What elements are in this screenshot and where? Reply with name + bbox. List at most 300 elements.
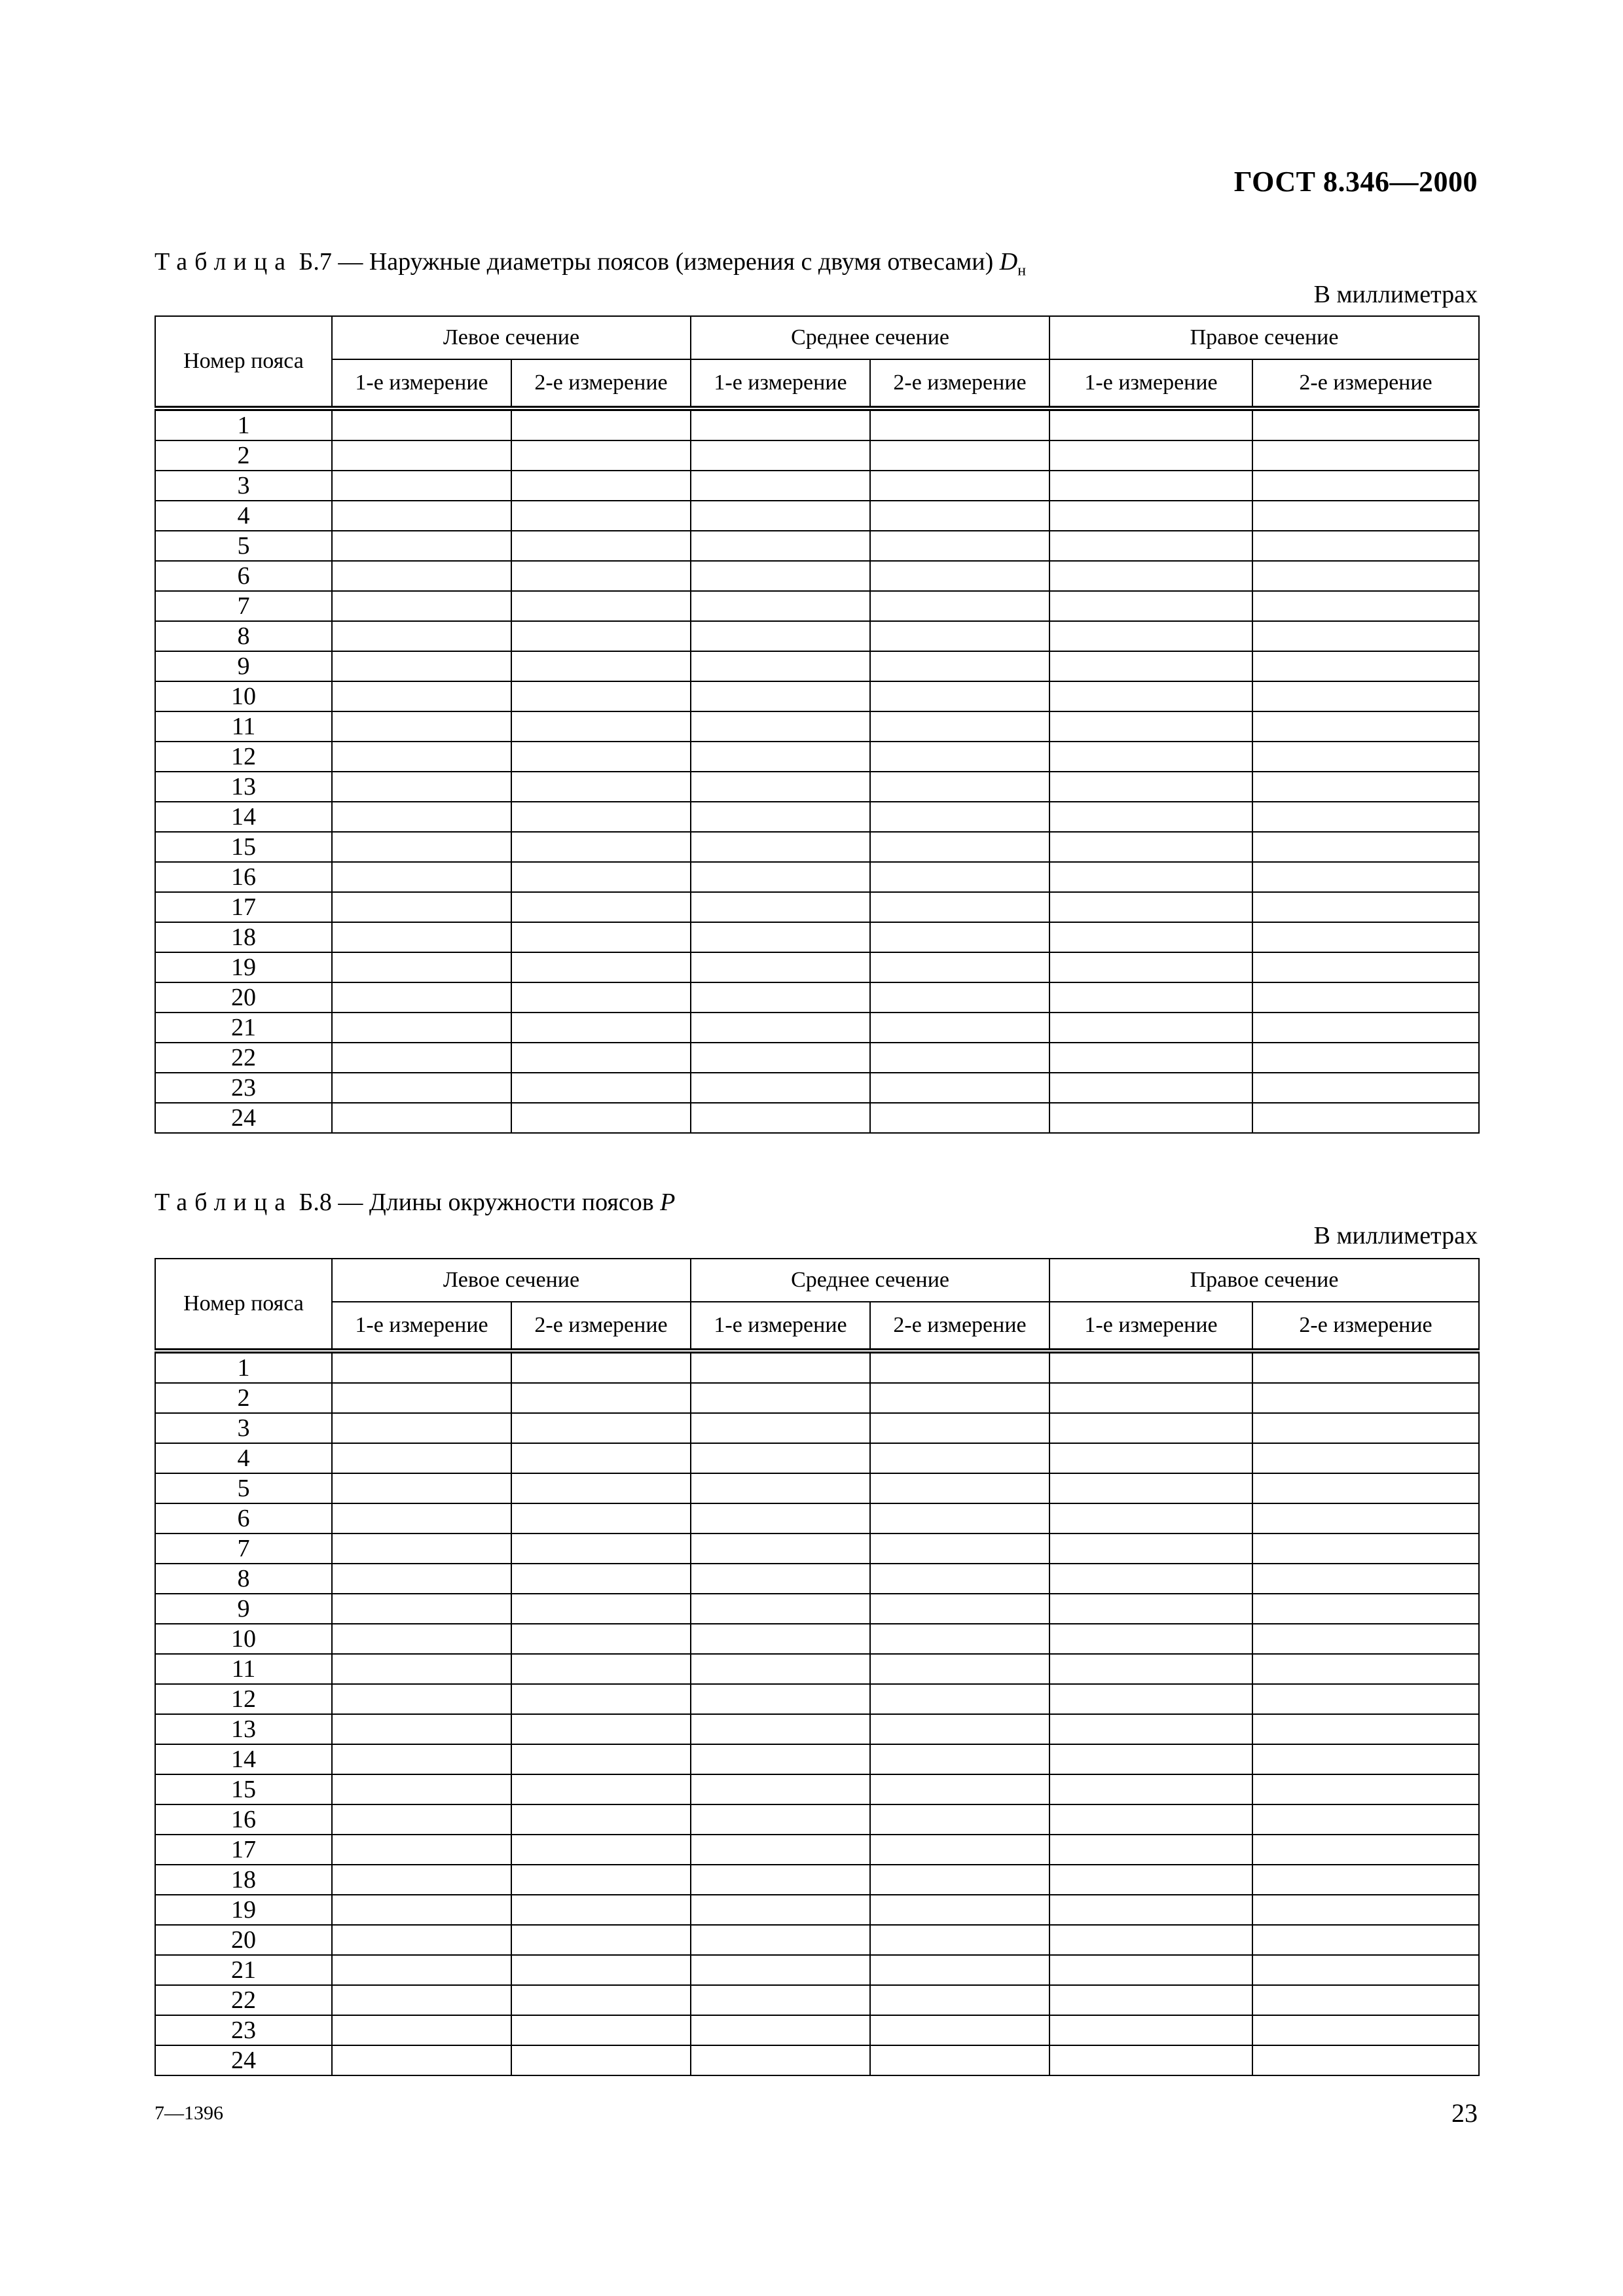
measurement-cell bbox=[511, 591, 691, 621]
table-row bbox=[155, 1925, 1479, 1955]
measurement-cell bbox=[870, 1835, 1049, 1865]
table-row bbox=[155, 952, 1479, 982]
zone-number-cell: 19 bbox=[155, 1895, 332, 1925]
measurement-cell bbox=[870, 561, 1049, 591]
measurement-cell bbox=[332, 922, 511, 952]
measurement-cell bbox=[332, 1413, 511, 1443]
measurement-cell bbox=[870, 1473, 1049, 1503]
measurement-cell bbox=[1252, 1654, 1479, 1684]
header-measurement: 2-е измерение bbox=[870, 1302, 1049, 1351]
zone-number-cell: 14 bbox=[155, 1744, 332, 1774]
table-row bbox=[155, 651, 1479, 681]
measurement-cell bbox=[1049, 1103, 1252, 1133]
measurement-cell bbox=[1049, 1654, 1252, 1684]
measurement-cell bbox=[1049, 2045, 1252, 2075]
table-row bbox=[155, 711, 1479, 742]
measurement-cell bbox=[1049, 1503, 1252, 1534]
measurement-cell bbox=[870, 1985, 1049, 2015]
table-b8-caption bbox=[155, 1188, 675, 1217]
measurement-cell bbox=[1049, 922, 1252, 952]
measurement-cell bbox=[1252, 772, 1479, 802]
header-group: Среднее сечение bbox=[691, 316, 1049, 359]
measurement-cell bbox=[511, 1744, 691, 1774]
measurement-cell bbox=[511, 1503, 691, 1534]
measurement-cell bbox=[511, 772, 691, 802]
measurement-cell bbox=[691, 591, 870, 621]
measurement-cell bbox=[332, 1013, 511, 1043]
zone-number-cell: 13 bbox=[155, 772, 332, 802]
measurement-cell bbox=[511, 1684, 691, 1714]
table-row bbox=[155, 982, 1479, 1013]
measurement-cell bbox=[1049, 1013, 1252, 1043]
measurement-cell bbox=[511, 832, 691, 862]
measurement-cell bbox=[1252, 1564, 1479, 1594]
table-row bbox=[155, 2045, 1479, 2075]
measurement-cell bbox=[1252, 1534, 1479, 1564]
measurement-cell bbox=[1049, 1473, 1252, 1503]
measurement-cell bbox=[1252, 1103, 1479, 1133]
measurement-cell bbox=[1049, 802, 1252, 832]
measurement-cell bbox=[332, 1714, 511, 1744]
measurement-cell bbox=[1252, 982, 1479, 1013]
measurement-cell bbox=[691, 2045, 870, 2075]
footer-code: 7—1396 bbox=[155, 2102, 223, 2124]
zone-number-cell: 22 bbox=[155, 1985, 332, 2015]
measurement-cell bbox=[332, 1383, 511, 1413]
table-row bbox=[155, 1684, 1479, 1714]
measurement-cell bbox=[511, 1895, 691, 1925]
measurement-cell bbox=[870, 711, 1049, 742]
zone-number-cell: 24 bbox=[155, 2045, 332, 2075]
zone-number-cell: 6 bbox=[155, 561, 332, 591]
header-group: Среднее сечение bbox=[691, 1259, 1049, 1302]
measurement-cell bbox=[691, 742, 870, 772]
zone-number-cell: 16 bbox=[155, 1804, 332, 1835]
measurement-cell bbox=[511, 1865, 691, 1895]
measurement-cell bbox=[1252, 742, 1479, 772]
measurement-cell bbox=[1049, 742, 1252, 772]
measurement-cell bbox=[1049, 892, 1252, 922]
measurement-cell bbox=[1252, 892, 1479, 922]
page-number: 23 bbox=[1451, 2098, 1478, 2128]
measurement-cell bbox=[691, 711, 870, 742]
zone-number-cell: 18 bbox=[155, 1865, 332, 1895]
table-row bbox=[155, 1654, 1479, 1684]
measurement-cell bbox=[870, 1564, 1049, 1594]
measurement-cell bbox=[870, 1865, 1049, 1895]
table-row bbox=[155, 440, 1479, 471]
measurement-cell bbox=[870, 471, 1049, 501]
measurement-cell bbox=[691, 1744, 870, 1774]
measurement-cell bbox=[870, 1503, 1049, 1534]
measurement-cell bbox=[691, 1534, 870, 1564]
measurement-cell bbox=[511, 1043, 691, 1073]
measurement-cell bbox=[870, 952, 1049, 982]
measurement-cell bbox=[332, 1804, 511, 1835]
measurement-cell bbox=[691, 1835, 870, 1865]
table-row bbox=[155, 802, 1479, 832]
caption-word: Таблица bbox=[155, 1189, 293, 1216]
measurement-cell bbox=[1049, 1684, 1252, 1714]
measurement-cell bbox=[332, 591, 511, 621]
zone-number-cell: 18 bbox=[155, 922, 332, 952]
measurement-cell bbox=[1252, 952, 1479, 982]
measurement-cell bbox=[870, 802, 1049, 832]
measurement-cell bbox=[1049, 1955, 1252, 1985]
measurement-cell bbox=[1252, 1413, 1479, 1443]
measurement-cell bbox=[691, 1351, 870, 1383]
measurement-cell bbox=[691, 1925, 870, 1955]
table-row bbox=[155, 1955, 1479, 1985]
table-row bbox=[155, 591, 1479, 621]
measurement-cell bbox=[870, 440, 1049, 471]
zone-number-cell: 8 bbox=[155, 621, 332, 651]
measurement-cell bbox=[332, 1473, 511, 1503]
measurement-cell bbox=[870, 742, 1049, 772]
measurement-cell bbox=[1252, 1624, 1479, 1654]
caption-text: Б.8 — Длины окружности поясов bbox=[299, 1189, 654, 1216]
table-row bbox=[155, 1564, 1479, 1594]
measurement-cell bbox=[1252, 1503, 1479, 1534]
measurement-cell bbox=[691, 802, 870, 832]
measurement-cell bbox=[1252, 1594, 1479, 1624]
measurement-cell bbox=[870, 1925, 1049, 1955]
measurement-cell bbox=[332, 952, 511, 982]
header-zone-number: Номер пояса bbox=[155, 1259, 332, 1351]
measurement-cell bbox=[691, 1895, 870, 1925]
measurement-cell bbox=[691, 862, 870, 892]
measurement-cell bbox=[332, 1443, 511, 1473]
measurement-cell bbox=[691, 1503, 870, 1534]
header-measurement: 1-е измерение bbox=[332, 1302, 511, 1351]
zone-number-cell: 1 bbox=[155, 408, 332, 440]
measurement-cell bbox=[1252, 2015, 1479, 2045]
header-measurement: 1-е измерение bbox=[1049, 359, 1252, 408]
measurement-cell bbox=[511, 1413, 691, 1443]
measurement-cell bbox=[691, 1955, 870, 1985]
measurement-cell bbox=[691, 1043, 870, 1073]
table-row bbox=[155, 1835, 1479, 1865]
header-measurement: 1-е измерение bbox=[332, 359, 511, 408]
measurement-cell bbox=[1252, 408, 1479, 440]
measurement-cell bbox=[511, 408, 691, 440]
caption-word: Таблица bbox=[155, 248, 293, 276]
measurement-cell bbox=[1252, 591, 1479, 621]
measurement-cell bbox=[691, 1473, 870, 1503]
measurement-cell bbox=[870, 1744, 1049, 1774]
measurement-cell bbox=[511, 501, 691, 531]
table-row bbox=[155, 772, 1479, 802]
document-code: ГОСТ 8.346—2000 bbox=[1233, 166, 1478, 198]
measurement-cell bbox=[511, 1985, 691, 2015]
measurement-cell bbox=[1252, 1744, 1479, 1774]
measurement-cell bbox=[691, 1443, 870, 1473]
measurement-cell bbox=[511, 982, 691, 1013]
measurement-cell bbox=[511, 1073, 691, 1103]
measurement-cell bbox=[511, 561, 691, 591]
measurement-cell bbox=[332, 742, 511, 772]
measurement-cell bbox=[1049, 591, 1252, 621]
measurement-cell bbox=[511, 1804, 691, 1835]
measurement-cell bbox=[511, 922, 691, 952]
measurement-cell bbox=[332, 1774, 511, 1804]
measurement-cell bbox=[511, 802, 691, 832]
table-row bbox=[155, 1895, 1479, 1925]
measurement-cell bbox=[1049, 2015, 1252, 2045]
measurement-cell bbox=[870, 772, 1049, 802]
measurement-cell bbox=[691, 1865, 870, 1895]
caption-symbol: D bbox=[999, 248, 1018, 276]
table-row bbox=[155, 621, 1479, 651]
zone-number-cell: 2 bbox=[155, 1383, 332, 1413]
measurement-cell bbox=[332, 1564, 511, 1594]
measurement-cell bbox=[870, 1684, 1049, 1714]
measurement-cell bbox=[1252, 471, 1479, 501]
measurement-cell bbox=[691, 832, 870, 862]
measurement-cell bbox=[870, 591, 1049, 621]
zone-number-cell: 19 bbox=[155, 952, 332, 982]
measurement-cell bbox=[332, 982, 511, 1013]
measurement-cell bbox=[870, 1594, 1049, 1624]
measurement-cell bbox=[511, 2045, 691, 2075]
measurement-cell bbox=[1252, 1835, 1479, 1865]
measurement-cell bbox=[332, 802, 511, 832]
measurement-cell bbox=[691, 1684, 870, 1714]
measurement-cell bbox=[332, 892, 511, 922]
measurement-cell bbox=[691, 440, 870, 471]
measurement-cell bbox=[511, 531, 691, 561]
measurement-cell bbox=[691, 408, 870, 440]
table-row bbox=[155, 1714, 1479, 1744]
measurement-cell bbox=[511, 1714, 691, 1744]
caption-text: Б.7 — Наружные диаметры поясов (измерения с двумя отвесами) bbox=[299, 248, 994, 276]
measurement-cell bbox=[1049, 1043, 1252, 1073]
zone-number-cell: 24 bbox=[155, 1103, 332, 1133]
measurement-cell bbox=[691, 471, 870, 501]
measurement-cell bbox=[1049, 1594, 1252, 1624]
table-row bbox=[155, 408, 1479, 440]
table-row bbox=[155, 1103, 1479, 1133]
measurement-cell bbox=[691, 1413, 870, 1443]
measurement-cell bbox=[870, 1073, 1049, 1103]
zone-number-cell: 20 bbox=[155, 1925, 332, 1955]
measurement-cell bbox=[1049, 1804, 1252, 1835]
measurement-cell bbox=[691, 922, 870, 952]
measurement-cell bbox=[511, 1564, 691, 1594]
measurement-cell bbox=[1049, 531, 1252, 561]
measurement-cell bbox=[1049, 1383, 1252, 1413]
measurement-cell bbox=[1049, 1985, 1252, 2015]
measurement-cell bbox=[332, 2045, 511, 2075]
measurement-cell bbox=[870, 651, 1049, 681]
table-row bbox=[155, 2015, 1479, 2045]
table-row bbox=[155, 892, 1479, 922]
header-measurement: 1-е измерение bbox=[1049, 1302, 1252, 1351]
table-b7-caption bbox=[155, 247, 1026, 280]
measurement-cell bbox=[691, 1624, 870, 1654]
header-measurement: 1-е измерение bbox=[691, 359, 870, 408]
measurement-cell bbox=[332, 1503, 511, 1534]
zone-number-cell: 17 bbox=[155, 1835, 332, 1865]
table-row bbox=[155, 1473, 1479, 1503]
measurement-cell bbox=[511, 1103, 691, 1133]
measurement-cell bbox=[332, 440, 511, 471]
caption-symbol: P bbox=[660, 1189, 676, 1216]
measurement-cell bbox=[332, 832, 511, 862]
measurement-cell bbox=[870, 982, 1049, 1013]
measurement-cell bbox=[332, 621, 511, 651]
zone-number-cell: 17 bbox=[155, 892, 332, 922]
measurement-cell bbox=[332, 561, 511, 591]
table-row bbox=[155, 1413, 1479, 1443]
measurement-cell bbox=[1049, 1534, 1252, 1564]
measurement-cell bbox=[1252, 1351, 1479, 1383]
measurement-cell bbox=[332, 2015, 511, 2045]
measurement-cell bbox=[332, 1895, 511, 1925]
measurement-cell bbox=[870, 862, 1049, 892]
measurement-cell bbox=[332, 711, 511, 742]
measurement-cell bbox=[332, 471, 511, 501]
table-row bbox=[155, 742, 1479, 772]
zone-number-cell: 3 bbox=[155, 1413, 332, 1443]
measurement-cell bbox=[1049, 1895, 1252, 1925]
table-b8-units: В миллиметрах bbox=[1313, 1222, 1478, 1249]
measurement-cell bbox=[1252, 711, 1479, 742]
table-b8 bbox=[155, 1258, 1480, 2076]
measurement-cell bbox=[1252, 1013, 1479, 1043]
measurement-cell bbox=[870, 1955, 1049, 1985]
measurement-cell bbox=[1049, 651, 1252, 681]
measurement-cell bbox=[1049, 1865, 1252, 1895]
measurement-cell bbox=[691, 1774, 870, 1804]
header-measurement: 2-е измерение bbox=[1252, 359, 1479, 408]
measurement-cell bbox=[1252, 1073, 1479, 1103]
measurement-cell bbox=[1252, 561, 1479, 591]
zone-number-cell: 13 bbox=[155, 1714, 332, 1744]
measurement-cell bbox=[332, 501, 511, 531]
measurement-cell bbox=[1049, 1443, 1252, 1473]
zone-number-cell: 15 bbox=[155, 1774, 332, 1804]
measurement-cell bbox=[870, 1624, 1049, 1654]
measurement-cell bbox=[1049, 982, 1252, 1013]
measurement-cell bbox=[332, 1103, 511, 1133]
measurement-cell bbox=[511, 1473, 691, 1503]
zone-number-cell: 20 bbox=[155, 982, 332, 1013]
table-row bbox=[155, 681, 1479, 711]
measurement-cell bbox=[332, 1073, 511, 1103]
measurement-cell bbox=[870, 621, 1049, 651]
measurement-cell bbox=[1252, 621, 1479, 651]
zone-number-cell: 21 bbox=[155, 1955, 332, 1985]
table-row bbox=[155, 1624, 1479, 1654]
measurement-cell bbox=[691, 892, 870, 922]
measurement-cell bbox=[1252, 1865, 1479, 1895]
zone-number-cell: 2 bbox=[155, 440, 332, 471]
measurement-cell bbox=[511, 1774, 691, 1804]
measurement-cell bbox=[691, 2015, 870, 2045]
measurement-cell bbox=[511, 1835, 691, 1865]
measurement-cell bbox=[332, 772, 511, 802]
measurement-cell bbox=[332, 531, 511, 561]
table-row bbox=[155, 1043, 1479, 1073]
table-row bbox=[155, 1351, 1479, 1383]
header-measurement: 2-е измерение bbox=[870, 359, 1049, 408]
measurement-cell bbox=[870, 1654, 1049, 1684]
measurement-cell bbox=[332, 1835, 511, 1865]
measurement-cell bbox=[511, 1534, 691, 1564]
measurement-cell bbox=[870, 1804, 1049, 1835]
measurement-cell bbox=[1252, 1443, 1479, 1473]
measurement-cell bbox=[1252, 1774, 1479, 1804]
measurement-cell bbox=[1049, 832, 1252, 862]
zone-number-cell: 7 bbox=[155, 591, 332, 621]
measurement-cell bbox=[870, 1103, 1049, 1133]
measurement-cell bbox=[1049, 1413, 1252, 1443]
measurement-cell bbox=[870, 1383, 1049, 1413]
measurement-cell bbox=[511, 651, 691, 681]
measurement-cell bbox=[1252, 1714, 1479, 1744]
measurement-cell bbox=[691, 651, 870, 681]
measurement-cell bbox=[1252, 832, 1479, 862]
measurement-cell bbox=[511, 711, 691, 742]
measurement-cell bbox=[1049, 1835, 1252, 1865]
measurement-cell bbox=[511, 1443, 691, 1473]
measurement-cell bbox=[1252, 651, 1479, 681]
measurement-cell bbox=[691, 531, 870, 561]
measurement-cell bbox=[1049, 681, 1252, 711]
measurement-cell bbox=[1049, 952, 1252, 982]
measurement-cell bbox=[1049, 1564, 1252, 1594]
zone-number-cell: 22 bbox=[155, 1043, 332, 1073]
zone-number-cell: 9 bbox=[155, 651, 332, 681]
measurement-cell bbox=[1049, 772, 1252, 802]
zone-number-cell: 12 bbox=[155, 742, 332, 772]
zone-number-cell: 9 bbox=[155, 1594, 332, 1624]
measurement-cell bbox=[870, 681, 1049, 711]
measurement-cell bbox=[511, 1594, 691, 1624]
measurement-cell bbox=[870, 1443, 1049, 1473]
table-row bbox=[155, 1534, 1479, 1564]
header-measurement: 1-е измерение bbox=[691, 1302, 870, 1351]
measurement-cell bbox=[1252, 1925, 1479, 1955]
measurement-cell bbox=[1252, 1043, 1479, 1073]
measurement-cell bbox=[1049, 711, 1252, 742]
table-row bbox=[155, 1744, 1479, 1774]
measurement-cell bbox=[1252, 1955, 1479, 1985]
measurement-cell bbox=[1252, 1684, 1479, 1714]
measurement-cell bbox=[332, 681, 511, 711]
measurement-cell bbox=[691, 1654, 870, 1684]
measurement-cell bbox=[1049, 408, 1252, 440]
measurement-cell bbox=[332, 1865, 511, 1895]
measurement-cell bbox=[691, 1714, 870, 1744]
table-row bbox=[155, 561, 1479, 591]
measurement-cell bbox=[332, 1744, 511, 1774]
zone-number-cell: 6 bbox=[155, 1503, 332, 1534]
measurement-cell bbox=[511, 862, 691, 892]
measurement-cell bbox=[1252, 1473, 1479, 1503]
zone-number-cell: 10 bbox=[155, 1624, 332, 1654]
measurement-cell bbox=[1049, 440, 1252, 471]
measurement-cell bbox=[511, 681, 691, 711]
measurement-cell bbox=[1049, 862, 1252, 892]
table-row bbox=[155, 1013, 1479, 1043]
table-row bbox=[155, 1383, 1479, 1413]
header-group: Правое сечение bbox=[1049, 1259, 1479, 1302]
zone-number-cell: 1 bbox=[155, 1351, 332, 1383]
measurement-cell bbox=[511, 1624, 691, 1654]
zone-number-cell: 3 bbox=[155, 471, 332, 501]
